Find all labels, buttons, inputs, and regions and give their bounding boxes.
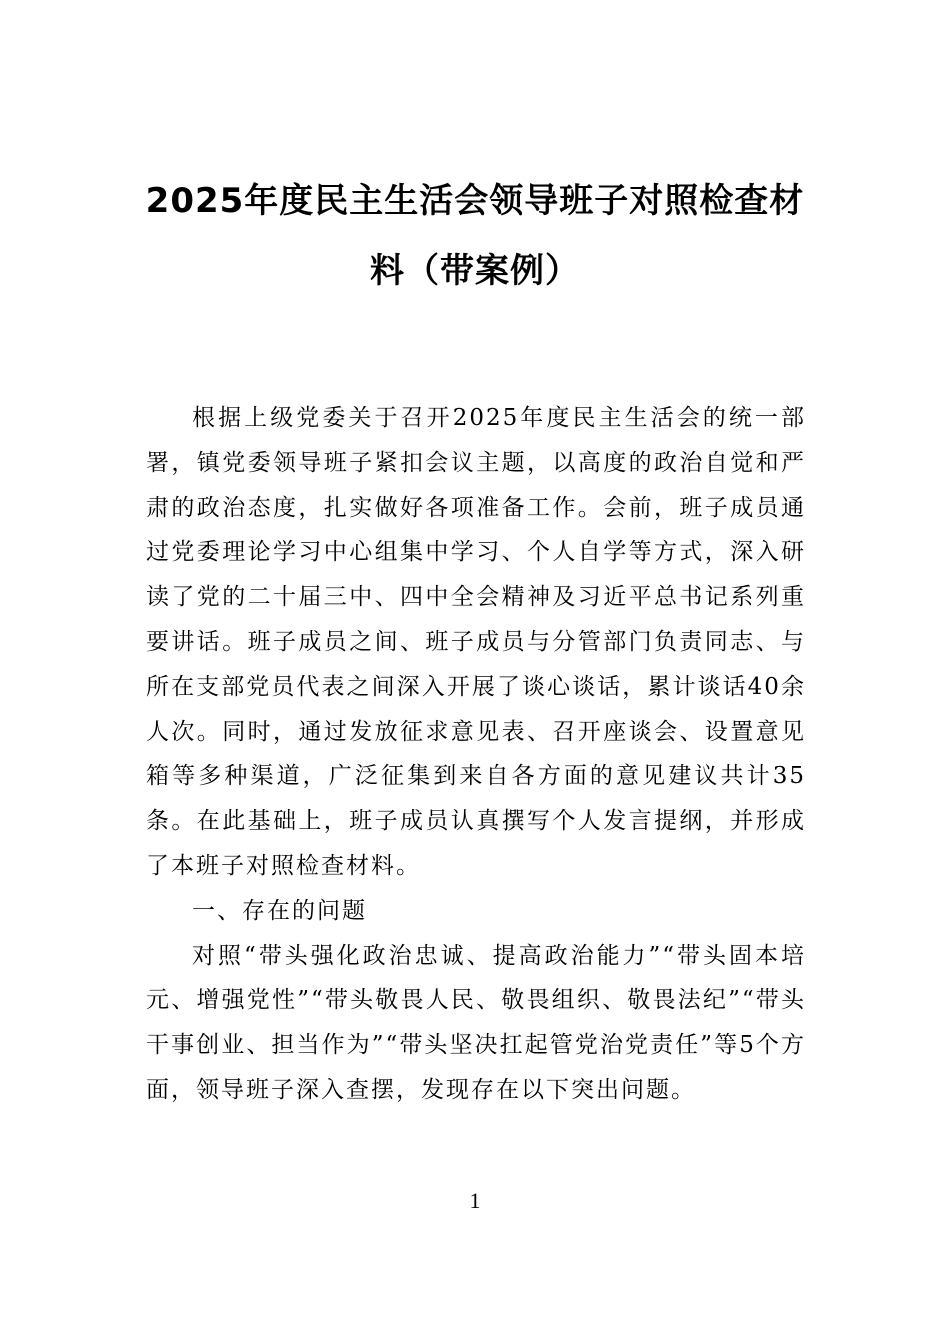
section-paragraph: 对照“带头强化政治忠诚、提高政治能力”“带头固本培元、增强党性”“带头敬畏人民、敬畏组织、敬畏法纪”“带头干事创业、担当作为”“带头坚决扛起管党治党责任”等5个方面，领导班子深入查摆，发现存在以下突出问题。	[146, 942, 806, 1103]
document-body	[146, 396, 806, 1113]
document-title: 2025年度民主生活会领导班子对照检查材料（带案例）	[145, 181, 805, 291]
page-number: 1	[469, 1188, 481, 1213]
intro-paragraph: 根据上级党委关于召开2025年度民主生活会的统一部署，镇党委领导班子紧扣会议主题，以高度的政治自觉和严肃的政治态度，扎实做好各项准备工作。会前，班子成员通过党委理论学习中心组集中学习、个人自学等方式，深入研读了党的二十届三中、四中全会精神及习近平总书记系列重要讲话。班子成员之间、班子成员与分管部门负责同志、与所在支部党员代表之间深入开展了谈心谈话，累计谈话40余人次。同时，通过发放征求意见表、召开座谈会、设置意见箱等多种渠道，广泛征集到来自各方面的意见建议共计35条。在此基础上，班子成员认真撰写个人发言提纲，并形成了本班子对照检查材料。	[146, 405, 806, 879]
section-heading: 一、存在的问题	[192, 897, 367, 924]
